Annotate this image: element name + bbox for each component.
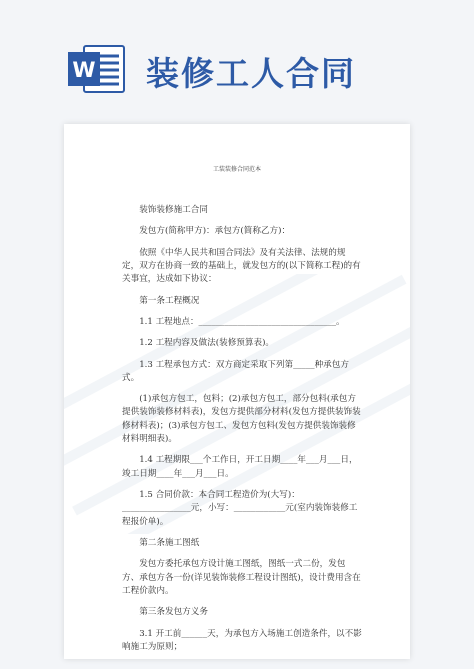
paragraph: 1.5 合同价款：本合同工程造价为(大写)：________________元，小写：____________元(室内装饰装修工程报价单)。	[122, 490, 358, 527]
paragraph: 3.1 开工前______天，为承包方入场施工创造条件，以不影响施工为原则；	[122, 628, 362, 652]
paragraph: 发包方委托承包方设计施工图纸，图纸一式二份，发包方、承包方各一份(详见装饰装修工程设计图纸)，设计费用含在工程价款内。	[122, 559, 361, 596]
word-icon	[68, 44, 126, 94]
banner	[0, 0, 474, 118]
paragraph: 1.2 工程内容及做法(装修预算表)。	[139, 338, 275, 349]
section-heading: 第三条发包方义务	[139, 607, 208, 618]
document-body	[122, 204, 362, 659]
paragraph: 1.3 工程承包方式：双方商定采取下列第_____种承包方式。	[122, 359, 349, 383]
parties-line: 发包方(简称甲方)：承包方(简称乙方)：	[139, 226, 291, 237]
paragraph: 1.1 工程地点：________________________________。	[139, 316, 345, 327]
section-heading: 第一条工程概况	[139, 295, 200, 306]
paragraph: (1)承包方包工，包料；(2)承包方包工，部分包料(承包方提供装饰装修材料表)，发包方提供部分材料(发包方提供装饰装修材料表)；(3)承包方包工、发包方包料(发包方提供装饰装修材料明细表)。	[122, 394, 361, 445]
document-title: 装饰装修施工合同	[139, 205, 208, 215]
document-page	[64, 124, 410, 659]
page-title: 装修工人合同	[146, 54, 356, 93]
svg-text:W: W	[72, 58, 96, 82]
paragraph: 1.4 工程期限___个工作日，开工日期____年___月___日，竣工日期____年___月___日。	[122, 455, 358, 479]
section-heading: 第二条施工图纸	[139, 537, 200, 548]
paragraph: 依照《中华人民共和国合同法》及有关法律、法规的规定，双方在协商一致的基础上，就发包方的(以下简称工程)的有关事宜，达成如下协议：	[122, 247, 361, 285]
document-header: 工装装修合同范本	[212, 166, 261, 173]
